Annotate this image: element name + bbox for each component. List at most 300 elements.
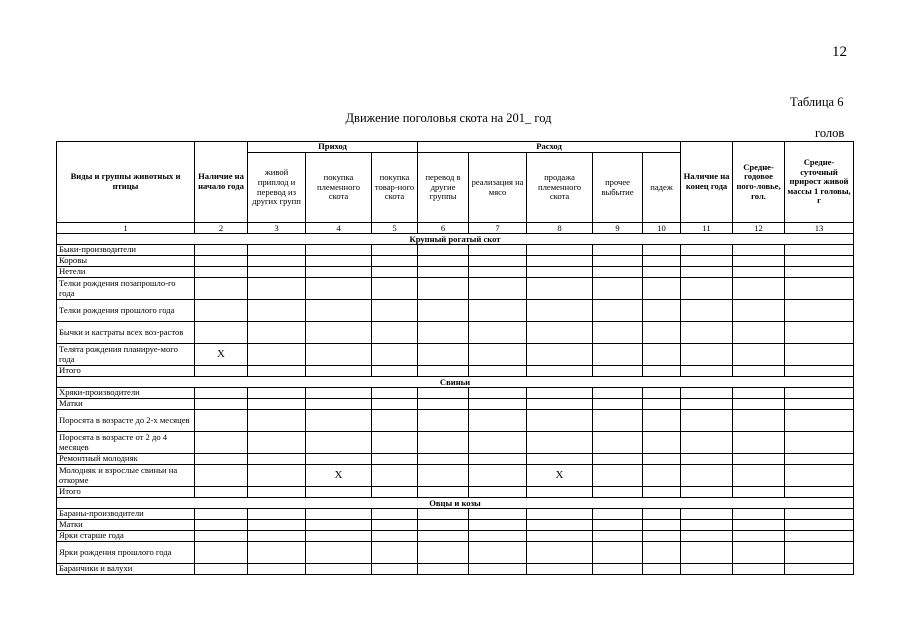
data-cell bbox=[418, 256, 469, 267]
data-cell bbox=[593, 388, 643, 399]
data-cell bbox=[681, 388, 733, 399]
data-cell bbox=[681, 509, 733, 520]
data-cell bbox=[785, 410, 854, 432]
data-cell bbox=[643, 366, 681, 377]
data-cell bbox=[418, 531, 469, 542]
data-cell bbox=[306, 344, 372, 366]
data-cell bbox=[248, 366, 306, 377]
data-cell bbox=[372, 564, 418, 575]
data-cell bbox=[643, 520, 681, 531]
data-cell bbox=[593, 245, 643, 256]
data-cell bbox=[469, 487, 527, 498]
column-number: 4 bbox=[306, 223, 372, 234]
data-cell bbox=[248, 278, 306, 300]
data-cell bbox=[418, 454, 469, 465]
data-cell bbox=[643, 322, 681, 344]
data-cell bbox=[733, 487, 785, 498]
data-cell bbox=[418, 564, 469, 575]
table-row bbox=[57, 278, 854, 300]
data-cell bbox=[372, 542, 418, 564]
data-cell bbox=[527, 564, 593, 575]
table-row bbox=[57, 399, 854, 410]
data-cell bbox=[469, 278, 527, 300]
data-cell bbox=[681, 278, 733, 300]
data-cell bbox=[643, 432, 681, 454]
data-cell bbox=[785, 509, 854, 520]
header-avg: Средне-годовое пого-ловье, гол. bbox=[733, 142, 785, 223]
data-cell bbox=[527, 531, 593, 542]
data-cell bbox=[418, 509, 469, 520]
data-cell bbox=[248, 487, 306, 498]
header-start: Наличие на начало года bbox=[195, 142, 248, 223]
data-cell bbox=[372, 410, 418, 432]
title-text: Движение поголовья скота на 201_ год bbox=[345, 111, 552, 125]
header-expense-col: реализация на мясо bbox=[469, 153, 527, 223]
data-cell bbox=[681, 542, 733, 564]
row-label: Ремонтный молодняк bbox=[57, 454, 195, 465]
data-cell bbox=[372, 531, 418, 542]
data-cell bbox=[643, 256, 681, 267]
data-cell bbox=[785, 344, 854, 366]
data-cell bbox=[306, 410, 372, 432]
data-cell bbox=[733, 542, 785, 564]
data-cell bbox=[195, 322, 248, 344]
data-cell bbox=[195, 509, 248, 520]
data-cell bbox=[469, 531, 527, 542]
data-cell bbox=[527, 399, 593, 410]
data-cell bbox=[306, 267, 372, 278]
data-cell bbox=[372, 366, 418, 377]
row-label: Поросята в возрасте до 2-х месяцев bbox=[57, 410, 195, 432]
data-cell bbox=[372, 487, 418, 498]
section-header-row bbox=[57, 498, 854, 509]
data-cell bbox=[306, 256, 372, 267]
data-cell bbox=[372, 267, 418, 278]
data-cell bbox=[785, 542, 854, 564]
data-cell bbox=[469, 388, 527, 399]
table-row bbox=[57, 322, 854, 344]
data-cell bbox=[195, 520, 248, 531]
data-cell bbox=[527, 520, 593, 531]
row-label: Итого bbox=[57, 487, 195, 498]
data-cell bbox=[527, 487, 593, 498]
header-end: Наличие на конец года bbox=[681, 142, 733, 223]
data-cell bbox=[681, 267, 733, 278]
data-cell bbox=[593, 564, 643, 575]
table-label: Таблица 6 bbox=[790, 95, 844, 109]
column-number: 3 bbox=[248, 223, 306, 234]
data-cell bbox=[733, 531, 785, 542]
data-cell bbox=[372, 399, 418, 410]
data-cell bbox=[469, 520, 527, 531]
table-row bbox=[57, 564, 854, 575]
column-number: 13 bbox=[785, 223, 854, 234]
data-cell bbox=[785, 564, 854, 575]
data-cell bbox=[593, 454, 643, 465]
data-cell bbox=[469, 245, 527, 256]
data-cell bbox=[733, 388, 785, 399]
data-cell bbox=[593, 366, 643, 377]
table-row bbox=[57, 344, 854, 366]
data-cell bbox=[372, 245, 418, 256]
column-number: 2 bbox=[195, 223, 248, 234]
data-cell bbox=[372, 278, 418, 300]
page-number: 12 bbox=[832, 44, 847, 60]
data-cell bbox=[372, 256, 418, 267]
table-row bbox=[57, 256, 854, 267]
data-cell bbox=[418, 520, 469, 531]
header-expense-col: прочее выбытие bbox=[593, 153, 643, 223]
header-expense-col: продажа племенного скота bbox=[527, 153, 593, 223]
data-cell bbox=[643, 564, 681, 575]
header-income-col: покупка племенного скота bbox=[306, 153, 372, 223]
table-row bbox=[57, 432, 854, 454]
data-cell bbox=[372, 454, 418, 465]
row-label: Матки bbox=[57, 399, 195, 410]
data-cell bbox=[418, 399, 469, 410]
data-cell bbox=[195, 564, 248, 575]
data-cell bbox=[248, 388, 306, 399]
data-cell bbox=[681, 564, 733, 575]
data-cell bbox=[733, 256, 785, 267]
row-label: Хряки-производители bbox=[57, 388, 195, 399]
data-cell bbox=[248, 465, 306, 487]
row-label: Матки bbox=[57, 520, 195, 531]
data-cell bbox=[643, 344, 681, 366]
data-cell bbox=[195, 465, 248, 487]
data-cell bbox=[733, 322, 785, 344]
data-cell bbox=[195, 278, 248, 300]
livestock-table bbox=[56, 141, 854, 575]
data-cell bbox=[733, 267, 785, 278]
header-species: Виды и группы животных и птицы bbox=[57, 142, 195, 223]
header-expense-group: Расход bbox=[418, 142, 681, 153]
data-cell bbox=[469, 300, 527, 322]
data-cell bbox=[372, 344, 418, 366]
data-cell bbox=[785, 245, 854, 256]
section-header-row bbox=[57, 234, 854, 245]
data-cell bbox=[195, 542, 248, 564]
data-cell bbox=[785, 531, 854, 542]
unit-label: голов bbox=[815, 126, 845, 140]
data-cell bbox=[469, 509, 527, 520]
data-cell bbox=[785, 267, 854, 278]
data-cell bbox=[527, 344, 593, 366]
data-cell bbox=[785, 366, 854, 377]
row-label: Поросята в возрасте от 2 до 4 месяцев bbox=[57, 432, 195, 454]
column-number: 6 bbox=[418, 223, 469, 234]
x-mark-cell: Х bbox=[195, 344, 248, 366]
data-cell bbox=[733, 278, 785, 300]
row-label: Коровы bbox=[57, 256, 195, 267]
data-cell bbox=[785, 300, 854, 322]
data-cell bbox=[527, 256, 593, 267]
data-cell bbox=[643, 300, 681, 322]
row-label: Телки рождения прошлого года bbox=[57, 300, 195, 322]
data-cell bbox=[681, 399, 733, 410]
data-cell bbox=[527, 454, 593, 465]
data-cell bbox=[418, 542, 469, 564]
data-cell bbox=[643, 245, 681, 256]
data-cell bbox=[643, 388, 681, 399]
data-cell bbox=[248, 509, 306, 520]
table-row bbox=[57, 388, 854, 399]
data-cell bbox=[372, 509, 418, 520]
row-label: Телки рождения позапрошло-го года bbox=[57, 278, 195, 300]
data-cell bbox=[785, 256, 854, 267]
data-cell bbox=[372, 520, 418, 531]
data-cell bbox=[195, 454, 248, 465]
data-cell bbox=[593, 300, 643, 322]
data-cell bbox=[527, 410, 593, 432]
data-cell bbox=[418, 432, 469, 454]
data-cell bbox=[593, 531, 643, 542]
data-cell bbox=[248, 542, 306, 564]
data-cell bbox=[469, 410, 527, 432]
data-cell bbox=[306, 509, 372, 520]
column-number: 10 bbox=[643, 223, 681, 234]
column-number: 8 bbox=[527, 223, 593, 234]
row-label: Бычки и кастраты всех воз-растов bbox=[57, 322, 195, 344]
header-expense-col: падеж bbox=[643, 153, 681, 223]
table-row bbox=[57, 542, 854, 564]
column-number: 12 bbox=[733, 223, 785, 234]
data-cell bbox=[306, 366, 372, 377]
data-cell bbox=[306, 300, 372, 322]
data-cell bbox=[418, 487, 469, 498]
data-cell bbox=[643, 487, 681, 498]
data-cell bbox=[195, 366, 248, 377]
row-label: Телята рождения планируе-мого года bbox=[57, 344, 195, 366]
column-number: 9 bbox=[593, 223, 643, 234]
data-cell bbox=[469, 344, 527, 366]
data-cell bbox=[681, 432, 733, 454]
data-cell bbox=[527, 509, 593, 520]
data-cell bbox=[195, 256, 248, 267]
data-cell bbox=[248, 300, 306, 322]
data-cell bbox=[593, 542, 643, 564]
data-cell bbox=[593, 432, 643, 454]
table-row bbox=[57, 487, 854, 498]
data-cell bbox=[418, 300, 469, 322]
column-number: 7 bbox=[469, 223, 527, 234]
column-number: 5 bbox=[372, 223, 418, 234]
table-row bbox=[57, 410, 854, 432]
data-cell bbox=[527, 366, 593, 377]
data-cell bbox=[469, 399, 527, 410]
data-cell bbox=[593, 487, 643, 498]
data-cell bbox=[681, 344, 733, 366]
data-cell bbox=[306, 388, 372, 399]
data-cell bbox=[527, 267, 593, 278]
data-cell bbox=[593, 465, 643, 487]
column-numbers-row bbox=[57, 223, 854, 234]
row-label: Молодняк и взрослые свиньи на откорме bbox=[57, 465, 195, 487]
data-cell bbox=[248, 256, 306, 267]
data-cell bbox=[469, 542, 527, 564]
data-cell bbox=[593, 410, 643, 432]
data-cell bbox=[681, 322, 733, 344]
table-row bbox=[57, 366, 854, 377]
data-cell bbox=[306, 432, 372, 454]
data-cell bbox=[195, 267, 248, 278]
data-cell bbox=[527, 542, 593, 564]
data-cell bbox=[418, 245, 469, 256]
row-label: Итого bbox=[57, 366, 195, 377]
data-cell bbox=[527, 245, 593, 256]
data-cell bbox=[372, 432, 418, 454]
data-cell bbox=[418, 322, 469, 344]
data-cell bbox=[643, 531, 681, 542]
data-cell bbox=[527, 432, 593, 454]
data-cell bbox=[593, 509, 643, 520]
data-cell bbox=[733, 432, 785, 454]
data-cell bbox=[733, 410, 785, 432]
data-cell bbox=[643, 399, 681, 410]
table-row bbox=[57, 245, 854, 256]
data-cell bbox=[418, 267, 469, 278]
table-row bbox=[57, 531, 854, 542]
data-cell bbox=[527, 322, 593, 344]
data-cell bbox=[593, 344, 643, 366]
data-cell bbox=[306, 454, 372, 465]
row-label: Ярки рождения прошлого года bbox=[57, 542, 195, 564]
data-cell bbox=[593, 322, 643, 344]
data-cell bbox=[593, 256, 643, 267]
data-cell bbox=[248, 432, 306, 454]
table-row bbox=[57, 465, 854, 487]
data-cell bbox=[681, 487, 733, 498]
data-cell bbox=[195, 300, 248, 322]
data-cell bbox=[195, 487, 248, 498]
data-cell bbox=[527, 388, 593, 399]
data-cell bbox=[593, 399, 643, 410]
data-cell bbox=[593, 278, 643, 300]
data-cell bbox=[733, 564, 785, 575]
table-row bbox=[57, 509, 854, 520]
data-cell bbox=[733, 520, 785, 531]
data-cell bbox=[681, 520, 733, 531]
data-cell bbox=[418, 388, 469, 399]
data-cell bbox=[195, 388, 248, 399]
data-cell bbox=[195, 245, 248, 256]
table-row bbox=[57, 267, 854, 278]
data-cell bbox=[643, 509, 681, 520]
table-row bbox=[57, 300, 854, 322]
data-cell bbox=[643, 454, 681, 465]
data-cell bbox=[681, 245, 733, 256]
data-cell bbox=[306, 245, 372, 256]
row-label: Бараны-производители bbox=[57, 509, 195, 520]
data-cell bbox=[785, 465, 854, 487]
data-cell bbox=[681, 366, 733, 377]
header-income-col: живой приплод и перевод из других групп bbox=[248, 153, 306, 223]
data-cell bbox=[785, 454, 854, 465]
data-cell bbox=[248, 344, 306, 366]
data-cell bbox=[469, 267, 527, 278]
data-cell bbox=[733, 509, 785, 520]
data-cell bbox=[418, 366, 469, 377]
data-cell bbox=[643, 542, 681, 564]
data-cell bbox=[195, 399, 248, 410]
data-cell bbox=[733, 300, 785, 322]
data-cell bbox=[306, 531, 372, 542]
data-cell bbox=[418, 278, 469, 300]
data-cell bbox=[643, 278, 681, 300]
data-cell bbox=[469, 322, 527, 344]
data-cell bbox=[785, 487, 854, 498]
data-cell bbox=[643, 465, 681, 487]
section-title: Крупный рогатый скот bbox=[57, 234, 854, 245]
data-cell bbox=[593, 267, 643, 278]
data-cell bbox=[248, 531, 306, 542]
data-cell bbox=[248, 399, 306, 410]
data-cell bbox=[195, 432, 248, 454]
data-cell bbox=[306, 278, 372, 300]
data-cell bbox=[418, 410, 469, 432]
data-cell bbox=[418, 465, 469, 487]
data-cell bbox=[643, 267, 681, 278]
data-cell bbox=[733, 344, 785, 366]
data-cell bbox=[248, 564, 306, 575]
row-label: Баранчики и валухи bbox=[57, 564, 195, 575]
data-cell bbox=[306, 520, 372, 531]
data-cell bbox=[785, 432, 854, 454]
section-header-row bbox=[57, 377, 854, 388]
data-cell bbox=[733, 366, 785, 377]
row-label: Ярки старше года bbox=[57, 531, 195, 542]
section-title: Овцы и козы bbox=[57, 498, 854, 509]
data-cell bbox=[527, 300, 593, 322]
header-gain: Средне-суточный прирост живой массы 1 головы, г bbox=[785, 142, 854, 223]
data-cell bbox=[527, 278, 593, 300]
data-cell bbox=[248, 454, 306, 465]
x-mark-cell: Х bbox=[306, 465, 372, 487]
data-cell bbox=[306, 564, 372, 575]
data-cell bbox=[469, 454, 527, 465]
data-cell bbox=[248, 245, 306, 256]
data-cell bbox=[469, 366, 527, 377]
data-cell bbox=[643, 410, 681, 432]
header-expense-col: перевод в другие группы bbox=[418, 153, 469, 223]
data-cell bbox=[372, 300, 418, 322]
data-cell bbox=[681, 465, 733, 487]
row-label: Быки-производители bbox=[57, 245, 195, 256]
data-cell bbox=[681, 300, 733, 322]
data-cell bbox=[681, 410, 733, 432]
data-cell bbox=[681, 531, 733, 542]
data-cell bbox=[248, 520, 306, 531]
data-cell bbox=[372, 465, 418, 487]
data-cell bbox=[785, 399, 854, 410]
data-cell bbox=[733, 454, 785, 465]
document-title bbox=[0, 111, 905, 126]
data-cell bbox=[306, 399, 372, 410]
data-cell bbox=[785, 322, 854, 344]
data-cell bbox=[248, 410, 306, 432]
data-cell bbox=[785, 388, 854, 399]
data-cell bbox=[733, 245, 785, 256]
data-cell bbox=[306, 322, 372, 344]
data-cell bbox=[469, 564, 527, 575]
section-title: Свиньи bbox=[57, 377, 854, 388]
data-cell bbox=[681, 454, 733, 465]
column-number: 11 bbox=[681, 223, 733, 234]
data-cell bbox=[195, 410, 248, 432]
data-cell bbox=[372, 322, 418, 344]
row-label: Нетели bbox=[57, 267, 195, 278]
data-cell bbox=[248, 267, 306, 278]
